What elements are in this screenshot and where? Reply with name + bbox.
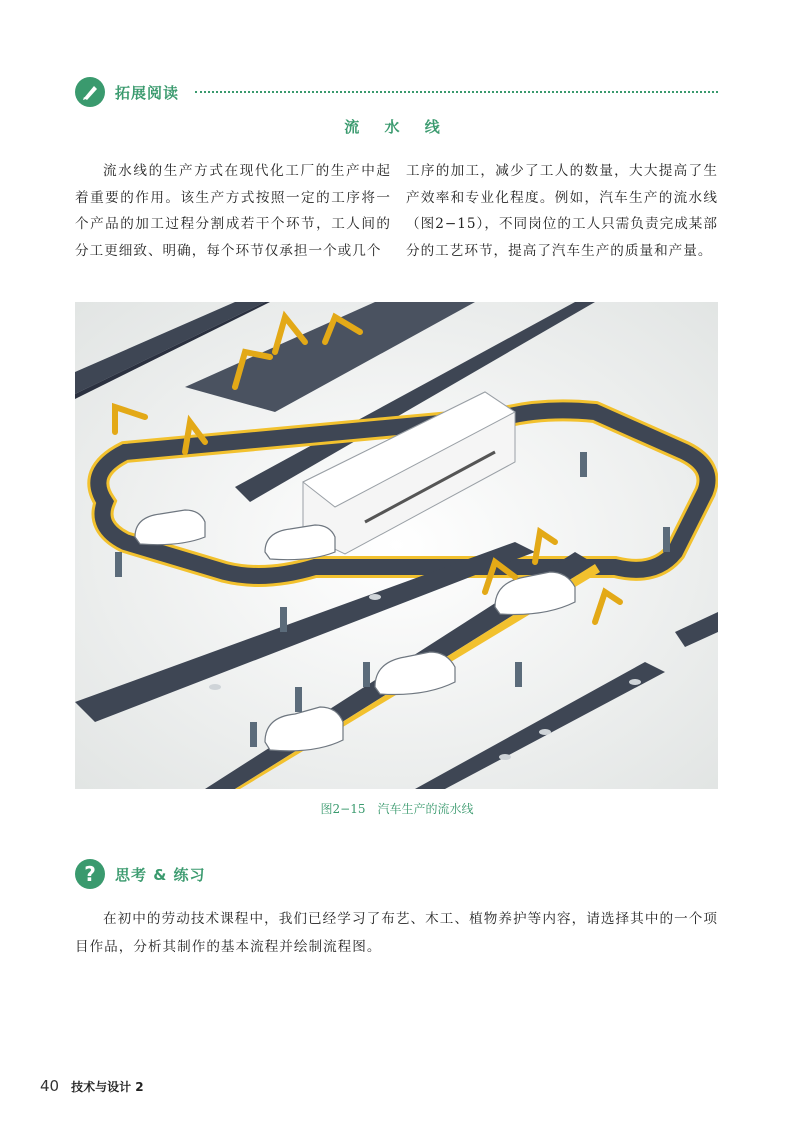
page-footer [40,1077,144,1095]
header-divider [195,91,718,93]
article-right-column: 工序的加工，减少了工人的数量，大大提高了生产效率和专业化程度。例如，汽车生产的流水线（图2−15），不同岗位的工人只需负责完成某部分的工艺环节，提高了汽车生产的质量和产量。 [406,163,718,259]
article-title: 流 水 线 [344,118,450,136]
pencil-icon [75,77,105,107]
assembly-line-illustration [75,302,718,789]
question-icon: ? [75,859,105,889]
extended-reading-label: 拓展阅读 [115,83,180,102]
book-title: 技术与设计 2 [71,1080,144,1094]
exercise-label: 思考 & 练习 [115,865,206,884]
exercise-header [75,858,206,890]
article-left-column: 流水线的生产方式在现代化工厂的生产中起着重要的作用。该生产方式按照一定的工序将一个产品的加工过程分割成若干个环节，工人间的分工更细致、明确，每个环节仅承担一个或几个 [75,163,391,259]
exercise-text: 在初中的劳动技术课程中，我们已经学习了布艺、木工、植物养护等内容，请选择其中的一个项目作品，分析其制作的基本流程并绘制流程图。 [75,911,718,955]
figure-caption: 图2−15 汽车生产的流水线 [320,802,474,816]
page-number: 40 [40,1077,60,1095]
extended-reading-header [75,76,179,108]
